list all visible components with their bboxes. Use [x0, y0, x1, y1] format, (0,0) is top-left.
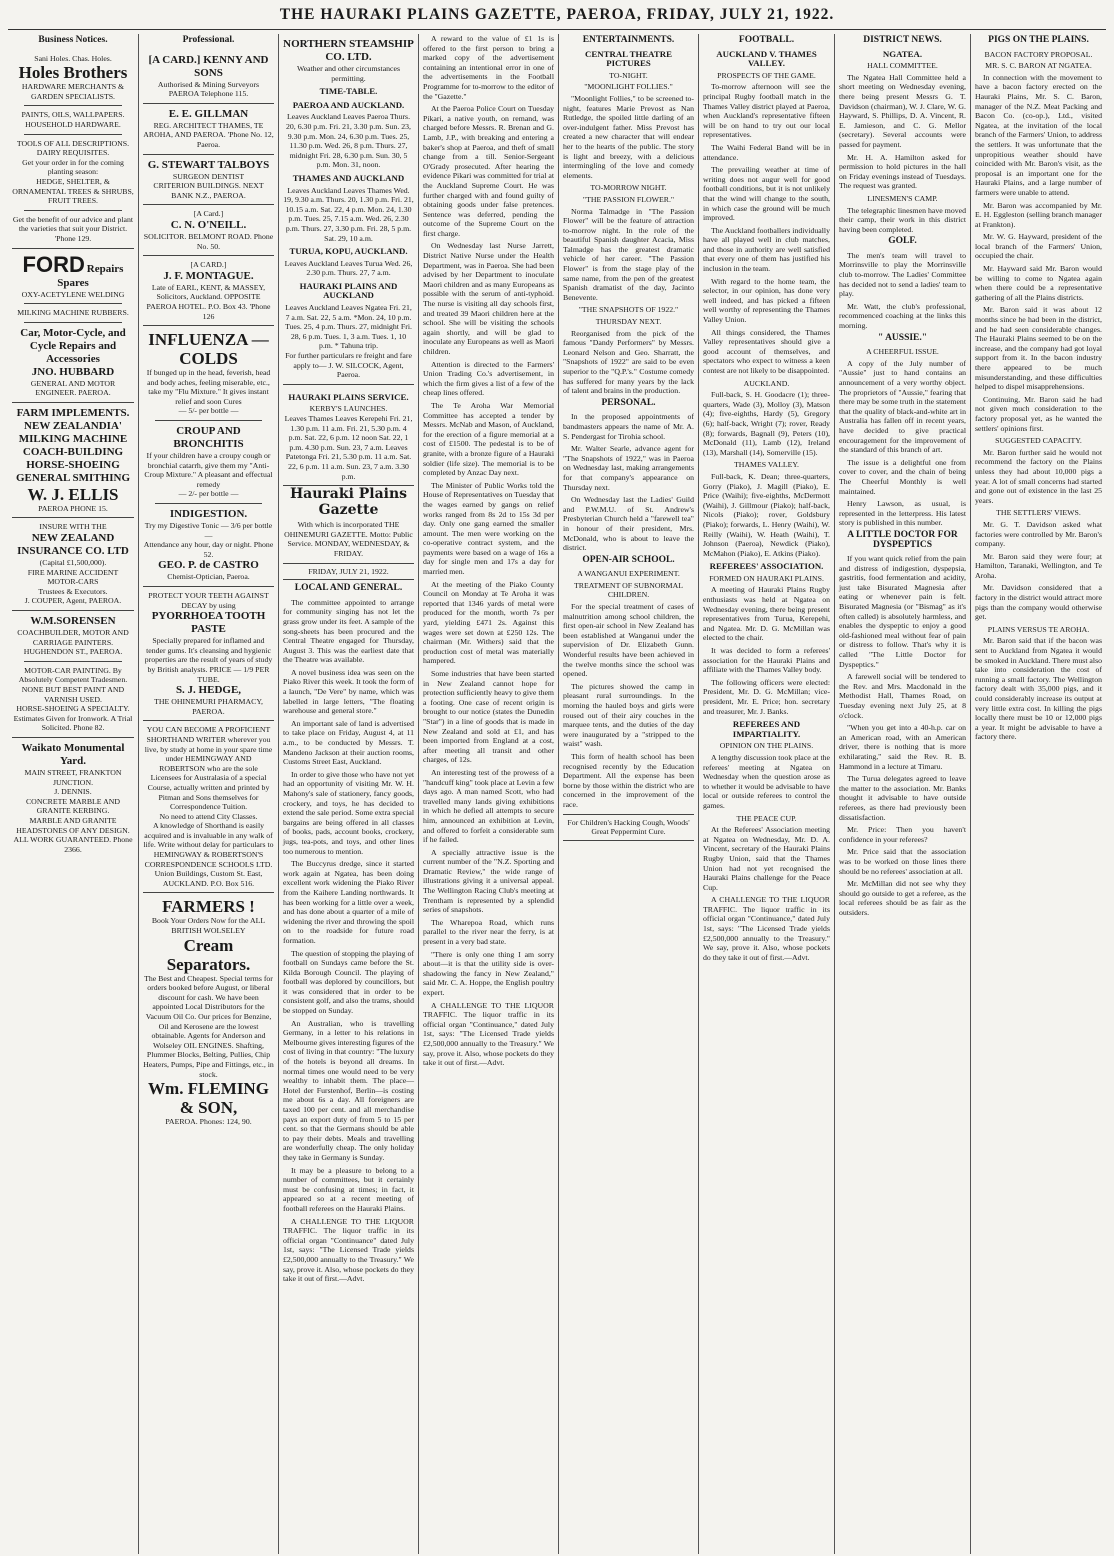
- column-professional: [139, 34, 279, 1554]
- section-heading: FOOTBALL.: [738, 35, 795, 45]
- ad-line: NEW ZEALANDIA' MILKING MACHINE: [18, 419, 128, 445]
- ad-line: COACH-BUILDING HORSE-SHOEING GENERAL SMITHING: [16, 445, 130, 484]
- column-entertainments: [559, 34, 699, 1554]
- ad-line: No need to attend City Classes.: [159, 811, 258, 821]
- paragraph: Continuing, Mr. Baron said he had not given much consideration to the factory proposal yet, as he wanted the settlers' opinions first.: [975, 394, 1102, 433]
- ad-line: THE OHINEMURI PHARMACY, PAEROA.: [154, 697, 263, 716]
- paragraph: An Australian, who is travelling Germany, in a letter to his relations in Melbourne gives interesting figures of the cost of living in that country: "The luxury of the hotels is beyond all dreams. In normal times one would need to be very wealthy to inhabit them. The place—Hotel der Furstenhof, Berlin—is costing me about 6s a day. All foreigners are taxed 100 per cent. and all merchandise pays an export duty of from 5 to 15 per cent. so that the Germans should be able to pay their debts. Meals and travelling are wonderfully cheap. The only holiday they take in Germany is Sunday.: [283, 1018, 414, 1162]
- ad-line: FIRE MARINE ACCIDENT MOTOR-CARS: [27, 567, 119, 587]
- ad-line: If bunged up in the head, feverish, head and body aches, feeling miserable, etc., take my "Flu Mixture." It gives instant relief and soon Cures: [146, 368, 271, 406]
- ad-title: FARMERS !: [162, 897, 255, 917]
- ad-oneill: [143, 205, 274, 256]
- ad-line: Sani Holes. Chas. Holes.: [34, 53, 112, 63]
- paragraph: Full-back, S. H. Goodacre (1); three-quarters, Wade (3), Molloy (3), Matson (4); five-eighths, Hardy (5), Gregory (6); half-back, Wright (7); rover, Ready (8); forwards, Bagnall (9), Peters (10), McDonald (11), Lamb (12), Ireland (13), Marshall (14), Somerville (15).: [703, 390, 830, 457]
- ad-line: — 2/- per bottle —: [178, 489, 239, 499]
- ad-line: S. J. HEDGE,: [175, 684, 242, 697]
- subheading: PLAINS VERSUS TE AROHA.: [987, 624, 1090, 634]
- paragraph: Henry Lawson, as usual, is represented in the letterpress. His latest story is published in this number.: [839, 499, 966, 528]
- ad-line: (Capital £1,500,000).: [39, 558, 107, 568]
- paragraph: In order to give those who have not yet had an opportunity of visiting Mr. W. H. Mahony's sale of stationery, fancy goods, crockery, and toys, he has decided to extend the sale period. Some extra special bargains are being offered in all classes of books, pads, account books, crockery, jugs, tea-pots, and toys, and other lines too numerous to mention.: [283, 769, 414, 856]
- ad-line: J. COUPER, Agent, PAEROA.: [24, 596, 122, 606]
- ad-line: MAIN STREET, FRANKTON JUNCTION.: [24, 767, 122, 787]
- paragraph: If you want quick relief from the pain and distress of indigestion, dyspepsia, gastritis, food fermentation and acidity, just take Bisurated Magnesia after eating or whenever pain is felt. Bisurated Magnesia (or "Bismag" as it's often called) is absolutely harmless, and enables the dyspeptic to enjoy a good old-fashioned meal without fear of pain or distress to follow. That's why it is called "The Little Doctor for Dyspeptics.": [839, 554, 966, 669]
- ad-line: HORSE-SHOEING A SPECIALTY.: [16, 704, 130, 714]
- subheading: THE SETTLERS' VIEWS.: [996, 508, 1081, 518]
- ad-line: If your children have a croupy cough or bronchial catarrh, give them my "Anti-Croup Mixture." A pleasant and effectual remedy: [144, 451, 273, 489]
- ad-line: INSURE WITH THE: [39, 522, 107, 532]
- section-heading: PIGS ON THE PLAINS.: [988, 35, 1089, 45]
- subheading: "MOONLIGHT FOLLIES.": [584, 82, 673, 92]
- ad-line: Weather and other circumstances permitting.: [296, 64, 401, 83]
- paragraph: Mr. Baron further said he would not recommend the factory on the Plains unless they had about 10,000 pigs a year. A lot of small concerns had started and gone out of existence in the last 25 years.: [975, 447, 1102, 505]
- subheading: NGATEA.: [882, 48, 923, 59]
- paragraph: Mr. H. A. Hamilton asked for permission to hold pictures in the hall on Friday evenings instead of Tuesdays. The request was granted.: [839, 152, 966, 191]
- paragraph: The Ngatea Hall Committee held a short meeting on Wednesday evening, there being present Messrs G. T. Davidson (chairman), W. J. Clare, W. G. Hayward, S. Phillips, D. A. Vincent, R. E. Jamieson, and C. G. Mellor (secretary). Several accounts were passed for payment.: [839, 72, 966, 149]
- ad-line: NONE BUT BEST PAINT AND VARNISH USED.: [21, 685, 125, 704]
- paragraph: At the Paeroa Police Court on Tuesday Pikari, a native youth, on remand, was charged before Messrs. R. Brenan and G. Lamb, J.P., with breaking and entering a baker's shop at Paeroa, and theft of small change from a till. Senior-Sergeant O'Grady prosecuted. After hearing the evidence Pikari was committed for trial at the Auckland Supreme Court. He was further charged with and found guilty of obtaining goods under false pretences. Sentence was deferred, pending the outcome of the Supreme Court on the first charge.: [423, 104, 554, 238]
- paragraph: Mr. Price said that the association was to be worked on those lines there should be no referees' association at all.: [839, 847, 966, 876]
- subheading: REFEREES' ASSOCIATION.: [709, 561, 824, 572]
- ad-line: Trustees & Executors.: [38, 586, 108, 596]
- ad-line: The Best and Cheapest. Special terms for orders booked before August, or liberal discount for cash. We have been appointed Local Distributors for the Vacuum Oil Co. Our prices for Benzine, Oil and Kerosene are the lowest obtainable. Agents for Anderson and Wolseley OIL ENGINES. Shafting, Plummer Blocks, Belting, Pullies, Chip Heaters, Pumps, Pipe and Fittings, etc., in stock.: [143, 973, 274, 1079]
- ad-talboys: [143, 155, 274, 206]
- ad-title: C. N. O'NEILL.: [170, 218, 247, 231]
- ad-line: GEO. P. de CASTRO: [158, 559, 259, 572]
- ad-line: MILKING MACHINE RUBBERS.: [17, 308, 129, 318]
- ad-title: G. STEWART TALBOYS: [147, 158, 270, 171]
- subheading: CENTRAL THEATRE PICTURES: [585, 48, 672, 69]
- section-heading: Business Notices.: [38, 35, 108, 45]
- ad-title: FORD: [22, 251, 85, 277]
- subheading: A CHEERFUL ISSUE.: [866, 347, 939, 357]
- paragraph: The committee appointed to arrange for community singing has not let the grass grow under its feet. A sample of the song-sheets has been procured and the Central Theatre engaged for Thursday, August 3. This was the earliest date that the Theatre was available.: [283, 597, 414, 665]
- ad-line: Estimates Given for Ironwork. A Trial Solicited. Phone 82.: [13, 713, 133, 733]
- paragraph: On Wednesday last the Ladies' Guild and P.W.M.U. of St. Andrew's Presbyterian Church held a "farewell tea" in honour of their president, Mrs. McDonald, who is about to leave the district.: [563, 495, 694, 553]
- ad-line: REG. ARCHITECT THAMES, TE AROHA, AND PAEROA. 'Phone No. 12, Paeroa.: [143, 120, 274, 149]
- masthead: THE HAURAKI PLAINS GAZETTE, PAEROA, FRIDAY, JULY 21, 1922.: [8, 6, 1106, 30]
- ad-line: Wm. FLEMING & SON,: [148, 1079, 269, 1118]
- paragraph: Mr. Price: Then you haven't confidence in your referees?: [839, 825, 966, 844]
- paragraph: It may be a pleasure to belong to a number of committees, but it certainly must be confusing at times; in fact, it appeared so at a recent meeting of football referees on the Hauraki Plains.: [283, 1165, 414, 1213]
- paragraph: Some industries that have been started in New Zealand cannot hope for protection sufficiently heavy to give them a footing. One case of recent origin is brought to our notice (states the Dunedin "Star") in a line of goods that is made in New Zealand and sold at £1, and has been imported from England at a cost, after meeting all transit and other charges, of 12s.: [423, 669, 554, 765]
- section-heading: A LITTLE DOCTOR FOR DYSPEPTICS: [847, 529, 958, 550]
- ad-line: Attendance any hour, day or night. Phone 52.: [143, 540, 274, 559]
- paragraph: A lengthy discussion took place at the referees' meeting at Ngatea on Wednesday when the question arose as to whether it would be advisable to have local or outside referees to control the games.: [703, 752, 830, 810]
- subheading: OPINION ON THE PLAINS.: [719, 741, 814, 751]
- paragraph: Mr. Walter Searle, advance agent for "The Snapshots of 1922," was in Paeroa on Wednesday last, making arrangements for that company's appearance on Thursday next.: [563, 444, 694, 492]
- subheading: PROSPECTS OF THE GAME.: [717, 70, 816, 80]
- ad-line: SURGEON DENTIST: [172, 171, 245, 181]
- paragraph: For the special treatment of cases of malnutrition among school children, the first open-air school in New Zealand has been established at Wanganui under the supervision of Dr. Elizabeth Gunn. Wonderful results have been achieved in the twelve months since the school was opened.: [563, 602, 694, 679]
- paragraph: The issue is a delightful one from cover to cover, and the chain of being The Cheerful Monthly is well maintained.: [839, 457, 966, 496]
- paragraph: The Minister of Public Works told the House of Representatives on Tuesday that the wages earned by gangs on relief works ranged from 8s 2d to 15s 3d per day. Only one gang earned the smaller amount. The men were working on the co-operative contract system, and the payments were based on a wage of 16s a day for single men and 17s a day for married men.: [423, 480, 555, 577]
- paragraph: An interesting test of the prowess of a "handcuff king" took place at Levin a few days ago. A man named Scott, who had travelled many lands giving exhibitions in which he defied all attempts to secure him, announced an exhibition at Levin, and offered to forfeit a considerable sum if he failed.: [423, 767, 554, 845]
- ad-line: For further particulars re freight and fare apply to— J. W. SILCOCK, Agent, Paeroa.: [285, 351, 412, 380]
- section-heading: LOCAL AND GENERAL.: [294, 583, 403, 594]
- ad-title: Holes Brothers: [18, 63, 128, 83]
- ad-line: — 5/- per bottle —: [178, 406, 239, 416]
- ad-title: FARM IMPLEMENTS.: [16, 406, 130, 419]
- ad-line: INDIGESTION.: [169, 508, 248, 521]
- ad-title: HAURAKI PLAINS SERVICE.: [288, 391, 409, 402]
- ad-line: TOOLS OF ALL DESCRIPTIONS. DAIRY REQUISITES.: [16, 138, 130, 158]
- paragraph: A novel business idea was seen on the Piako River this week. It took the form of a launch, "De Vere" by name, which was labelled in large letters, "The floating warehouse and general store.": [283, 667, 414, 716]
- paragraph: Mr. Watt, the club's professional, recommenced coaching at the links this morning.: [839, 301, 966, 331]
- paragraph: Mr. Hayward said Mr. Baron would be willing to come to Ngatea again when there could be a representative gathering of all the Plains districts.: [975, 264, 1102, 302]
- ad-line: PAEROA. Phones: 124, 90.: [165, 1117, 252, 1127]
- gazette-motto: With which is incorporated THE OHINEMURI GAZETTE. Motto: Public Service. MONDAY, WEDNESDAY, & FRIDAY.: [284, 520, 413, 558]
- paragraph: On Wednesday last Nurse Jarrett, District Native Nurse under the Health Department, was in Paeroa. She had been advised by her Department to inoculate Maori children and as many Europeans as possible with the serum of anti-typhoid. The nurse is visiting all day schools first, and treated 39 Maori children here at the school. She will be visiting the schools again shortly, and will be glad to inoculate any Europeans as well as Maori children.: [423, 241, 554, 356]
- subheading: AUCKLAND V. THAMES VALLEY.: [716, 48, 817, 69]
- subheading: "THE PASSION FLOWER.": [582, 194, 675, 204]
- ad-line: Try my Digestive Tonic — 3/6 per bottle —: [144, 521, 273, 540]
- subheading: FORMED ON HAURAKI PLAINS.: [709, 573, 824, 583]
- ad-line: JNO. HUBBARD: [31, 365, 115, 378]
- ad-title: NEW ZEALAND INSURANCE CO. LTD: [17, 532, 129, 558]
- subheading: A WANGANUI EXPERIMENT.: [577, 569, 680, 579]
- route-times: Leaves Auckland Leaves Paeroa Thurs. 20, 6.30 p.m. Fri. 21, 3.30 p.m. Sun. 23, 9.30 p.m. Mon. 24, 6.30 p.m. Tues. 25, 11.30 p.m. Wed. 26, 8 p.m. Thurs. 27, midnight Fri. 28, 6.30 p.m. Sun. 30, 5 p.m. Mon. 31, noon.: [286, 112, 411, 170]
- route-times: Leaves Thames Leaves Kerepehi Fri. 21, 1.30 p.m. 11 a.m. Fri. 21, 5.30 p.m. 4 p.m. Sat. 22, 6 p.m. 12 noon Sat. 22, 1 p.m. 4.30 p.m. Sun. 23, 7 a.m. Leaves Patetonga Fri. 21, 5.30 p.m. 11 a.m. Sat. 22, 6 p.m. 11 a.m. Sun. 23, 7 a.m. 3.30 p.m.: [284, 414, 413, 481]
- subheading: AUCKLAND.: [743, 378, 790, 388]
- ad-line: A knowledge of Shorthand is easily acquired and is invaluable in any walk of life. Write without delay for particulars to HEMINGWAY & ROBERTSON'S CORRESPONDENCE SCHOOLS LTD. Union Buildings, Custom St. East, AUCKLAND. P.O. Box 516.: [143, 821, 274, 888]
- ad-pyorrhoea: [143, 587, 274, 721]
- route-heading: TURUA, KOPU, AUCKLAND.: [289, 246, 408, 257]
- paragraph: The following officers were elected: President, Mr. D. G. McMillan; vice-president, Mr. E. Price; hon. secretary and treasurer, Mr. J. Banks.: [703, 677, 830, 716]
- route-heading: PAEROA AND AUCKLAND.: [292, 99, 405, 110]
- ad-line: [A Card.]: [193, 209, 224, 219]
- subheading: THAMES VALLEY.: [734, 460, 799, 470]
- paragraph: In the proposed appointments of bandmasters appears the name of Mr. A. S. Pendergast for Tirohia school.: [563, 412, 694, 441]
- paragraph: An important sale of land is advertised to take place on Friday, August 4, at 11 a.m., to be conducted by Messrs. T. Mandeno Jackson at their auction rooms, Customs Street East, Auckland.: [283, 718, 414, 767]
- subheading: SUGGESTED CAPACITY.: [995, 436, 1082, 446]
- ad-line: Specially prepared for inflamed and tender gums. It's cleansing and hygienic properties are the result of years of study by British analysts. PRICE — 1/9 PER TUBE.: [144, 636, 273, 684]
- column-district-news: [835, 34, 971, 1554]
- ad-title: J. F. MONTAGUE.: [163, 269, 254, 282]
- section-heading: ENTERTAINMENTS.: [582, 35, 675, 45]
- ad-holes-brothers: [12, 50, 134, 249]
- paragraph: The Wharepoa Road, which runs parallel to the river near the ferry, is at present in a very bad state.: [423, 917, 554, 947]
- ad-subtitle: Repairs Spares: [57, 262, 124, 289]
- timetable-heading: TIME-TABLE.: [319, 86, 378, 97]
- ad-northern-steamship: [283, 34, 414, 385]
- ad-gillman: [143, 104, 274, 155]
- paragraph: Full-back, K. Dean; three-quarters, Gorry (Piako), J. Magill (Piako), E. Price (Waihi); five-eighths, McDermott (Waihi), J. Gillmour (Piako); half-back, Nicols (Piako); rover, Goldsbury (Piako); forwards, L. Henry (Waihi), W. Reilly (Waihi), W. Heath (Waihi), T. Johnson (Paeroa), Newdick (Piako), McMahon (Piako), E. Atkins (Piako).: [703, 471, 830, 558]
- ad-line: 'Phone 129.: [54, 233, 92, 243]
- ad-ford: [12, 249, 134, 403]
- subheading: TREATMENT OF SUBNORMAL CHILDREN.: [573, 580, 684, 600]
- ad-title: NORTHERN STEAMSHIP CO. LTD.: [283, 38, 414, 63]
- column-business-notices: [8, 34, 139, 1554]
- ad-de-castro: [143, 326, 274, 587]
- subheading: TO-MORROW NIGHT.: [590, 183, 667, 193]
- ad-shorthand: [143, 721, 274, 893]
- paragraph: Attention is directed to the Farmers' Union Trading Co.'s advertisement, in which the firm gives a list of a few of the cheap lines offered.: [423, 359, 554, 398]
- paragraph: The Buccyrus dredge, since it started work again at Ngatea, has been doing excellent work widening the Piako River from the Kaihere Landing northwards. It has been working for a little over a week, and has done about a quarter of a mile of widening the river and throwing the spoil on to the roadside for future road formation.: [283, 859, 414, 945]
- section-heading: DISTRICT NEWS.: [863, 35, 942, 45]
- paragraph: "There is only one thing I am sorry about—it is that the utility side is over-shadowing the fancy in New Zealand," said Mr. C. A. Hoppe, the English poultry expert.: [423, 949, 554, 997]
- ad-line: YOU CAN BECOME A PROFICIENT SHORTHAND WRITER wherever you live, by study at home in your spare time under HEMINGWAY AND ROBERTSON who are the sole Licensees for Australasia of a special Course, actually written and printed by Pitman and Sons themselves for Correspondence Tuition.: [144, 725, 273, 812]
- issue-date: FRIDAY, JULY 21, 1922.: [283, 563, 414, 581]
- columns: [8, 34, 1106, 1554]
- ad-line: MARBLE AND GRANITE HEADSTONES OF ANY DESIGN.: [16, 815, 130, 835]
- route-times: Leaves Auckland Leaves Thames Wed. 19, 9.30 a.m. Thurs. 20, 1.30 p.m. Fri. 21, 10.15 a.m. Sat. 22, 4 p.m. Mon. 24, 1.30 p.m. Tues. 25, 7.15 a.m. Wed. 26, 2.30 p.m. Thurs. 27, 3.30 p.m. Fri. 28, 5 p.m. Sat. 29, 10 a.m.: [283, 185, 414, 243]
- ad-line: W. J. ELLIS: [27, 484, 119, 504]
- section-heading: Professional.: [182, 35, 235, 45]
- paragraph: To-morrow afternoon will see the principal Rugby football match in the Thames Valley district played at Paeroa, when Auckland's representative fifteen will be on hand to try out our local representatives.: [703, 82, 830, 140]
- subheading: HALL COMMITTEE.: [867, 61, 938, 71]
- ad-line: PAINTS, OILS, WALLPAPERS. HOUSEHOLD HARDWARE.: [21, 110, 125, 129]
- ad-line: OXY-ACETYLENE WELDING: [21, 289, 125, 299]
- ad-line: CROUP AND BRONCHITIS: [173, 425, 244, 451]
- ad-farm-implements: [12, 403, 134, 519]
- paragraph: The Turua delegates agreed to leave the matter to the association. Mr. Banks thought it advisable to have outside referees, as there had previously been dissatisfaction.: [839, 774, 966, 822]
- ad-line: Late of EARL, KENT, & MASSEY, Solicitors, Auckland. OPPOSITE PAEROA HOTEL. P.O. Box 43. 'Phone 126: [146, 282, 271, 321]
- paragraph: A CHALLENGE TO THE LIQUOR TRAFFIC. The liquor traffic in its official organ "Continuance," dated July 1st, says: "The Licensed Trade yields £2,500,000 annually to the Treasury." We say, prove it. Also, whose pockets do they take it out of first.—Advt.: [423, 1000, 554, 1068]
- ad-title: INFLUENZA — COLDS: [148, 330, 269, 369]
- paragraph: The men's team will travel to Morrinsville to play the Morrinsville club to-morrow. The Ladies' Committee has decided not to send a ladies' team to play.: [839, 250, 966, 299]
- paragraph: Mr. Baron was accompanied by Mr. E. H. Eggleston (selling branch manager at Frankton).: [975, 200, 1102, 229]
- ad-line: ALL WORK GUARANTEED. Phone 2366.: [13, 835, 133, 854]
- section-heading: PERSONAL.: [601, 397, 656, 408]
- ad-line: Car, Motor-Cycle, and Cycle Repairs and Accessories: [20, 326, 126, 365]
- subheading: THURSDAY NEXT.: [595, 317, 662, 327]
- subheading: BACON FACTORY PROPOSAL.: [984, 49, 1093, 59]
- paragraph: A copy of the July number of "Aussie" just to hand contains an announcement of a very worthy object. The proprietors of "Aussie," fearing that there may be some truth in the statement that the quality of black-and-white art in Australia has fallen off in recent years, have decided to give practical encouragement for the improvement of the standard of this branch of art.: [839, 358, 966, 455]
- paragraph: The Waihi Federal Band will be in attendance.: [703, 142, 830, 162]
- ad-line: SOLICITOR. BELMONT ROAD. Phone No. 50.: [143, 231, 274, 251]
- ad-line: Get your order in for the coming planting season:: [22, 157, 124, 177]
- ad-line: PROTECT YOUR TEETH AGAINST DECAY by using: [148, 591, 269, 610]
- paragraph: Norma Talmadge in "The Passion Flower" will be the feature of attraction to-morrow night. In the role of the beautiful Spanish daughter Acacia, Miss Talmadge has the greatest dramatic vehicle of her career. "The Passion Flower" is from the stage play of the same name, from the pen of the greatest Spanish dramatist of the day, Jacinto Benevente.: [563, 206, 694, 302]
- subheading: MR. S. C. BARON AT NGATEA.: [985, 61, 1092, 71]
- ad-peppermint-cure: For Children's Hacking Cough, Woods' Great Peppermint Cure.: [563, 814, 694, 841]
- paragraph: The Auckland footballers individually have all played well in club matches, and those in authority are well satisfied that every one of them has justified his inclusion in the team.: [703, 225, 830, 274]
- paragraph: A CHALLENGE TO THE LIQUOR TRAFFIC. The liquor traffic in its official organ "Continuance," dated July 1st, says: "The Licensed Trade yields £2,500,000 annually to the Treasury." We say, prove it. Also, whose pockets do they take it out of first.—Advt.: [703, 895, 830, 962]
- paragraph: At the Referees' Association meeting at Ngatea on Wednesday, Mr. D. A. Vincent, secretary of the Hauraki Plains Rugby Union, said that the Thames Union had not yet recognised the Hauraki Plains challenge for the Peace Cup.: [703, 825, 830, 892]
- ad-sorensen: [12, 611, 134, 738]
- paragraph: A specially attractive issue is the current number of the "N.Z. Sporting and Dramatic Review," the wide range of illustrations giving it a universal appeal. The Wellington Racing Club's meeting at Trentham is represented by a splendid series of snapshots.: [423, 847, 554, 915]
- paragraph: The prevailing weather at time of writing does not augur well for good football conditions, but it is not unlikely that the wind will change to the south, in which case the ground will be much improved.: [703, 165, 830, 223]
- ad-line: Authorised & Mining Surveyors PAEROA Telephone 115.: [157, 79, 260, 99]
- route-times: Leaves Auckland Leaves Turua Wed. 26, 2.30 p.m. Thurs. 27, 7 a.m.: [284, 258, 413, 278]
- paragraph: A reward to the value of £1 1s is offered to the first person to bring a marked copy of the advertisement containing an intentional error in one of the advertisements in the Football Programme for to-morrow to the editor of the "Gazette.": [423, 34, 554, 101]
- ad-title: [A CARD.] KENNY AND SONS: [148, 53, 269, 79]
- gazette-title: Hauraki Plains Gazette: [289, 486, 408, 519]
- paragraph: The pictures showed the camp in pleasant rural surroundings. In the morning the hauled boys and girls were roused out of their airy couches in the marquee tents, and the duties of the day were inaugurated by a "stripped to the waist" wash.: [563, 681, 694, 749]
- column-football: [699, 34, 835, 1554]
- paragraph: Mr. McMillan did not see why they should go outside to get a referee, as the local referees should be as fair as the outsiders.: [839, 879, 966, 917]
- ad-line: CRITERION BUILDINGS. NEXT BANK N.Z., PAEROA.: [153, 181, 264, 200]
- paragraph: The telegraphic linesmen have moved their camp, their work in this district having been completed.: [839, 205, 966, 234]
- subheading: THE PEACE CUP.: [736, 813, 797, 823]
- column-shipping-local: [279, 34, 419, 1554]
- paragraph: "Moonlight Follies," to be screened to-night, features Marie Prevost as Nan Rutledge, the spoiled little darling of an over-indulgent father. Miss Prevost has created a new character that will endear her to the hearts of the public. The story is light and breezy, with a delicious intermingling of the love and comedy elements.: [563, 93, 694, 180]
- ad-kerby-launches: [283, 385, 414, 486]
- ad-line: HEDGE, SHELTER, & ORNAMENTAL TREES & SHRUBS, FRUIT TREES.: [12, 176, 134, 206]
- paragraph: A farewell social will be tendered to the Rev. and Mrs. Macdonald in the Methodist Hall, Thames Road, on Tuesday evening next July 25, at 8 o'clock.: [839, 672, 966, 720]
- paragraph: With regard to the home team, the selector, in our opinion, has done very well indeed, and has picked a fifteen well worthy of representing the Thames Valley Union.: [703, 276, 830, 325]
- route-heading: THAMES AND AUCKLAND: [292, 172, 405, 183]
- ad-kenny-sons: [143, 50, 274, 104]
- paragraph: At the meeting of the Piako County Council on Monday at Te Aroha it was reported that 1346 yards of metal were produced for the month, worth 7s per yard, yielding £471 2s. Against this wages were set down at £250 12s. The chairman (Mr. Withers) said that the production cost of metal was materially hampered.: [423, 579, 554, 666]
- ad-line: Cream Separators.: [166, 935, 251, 974]
- ad-line: Book Your Orders Now for the ALL BRITISH WOLSELEY: [151, 916, 266, 936]
- ad-title: PYORRHOEA TOOTH PASTE: [151, 610, 266, 636]
- subheading: TO-NIGHT.: [609, 70, 648, 80]
- paragraph: The question of stopping the playing of football on Sundays came before the St. Kilda Borough Council. The playing of football was deplored by councillors, but it was considered that in order to be consistent golf, and also the trams, should be stopped on Sunday.: [283, 948, 414, 1016]
- ad-title: Waikato Monumental Yard.: [21, 741, 125, 767]
- paragraph: All things considered, the Thames Valley representatives should give a good account of themselves, and spectators who expect to witness a keen contest are not likely to be disappointed.: [703, 327, 830, 375]
- section-heading: OPEN-AIR SCHOOL.: [582, 554, 675, 565]
- paragraph: A meeting of Hauraki Plains Rugby enthusiasts was held at Ngatea on Wednesday evening, there being present representatives from Turua, Kerepehi, and Ngatea. Mr. D. G. McMillan was elected to the chair.: [703, 585, 830, 643]
- paragraph: Mr. W. G. Hayward, president of the local branch of the Farmers' Union, occupied the chair.: [975, 232, 1102, 261]
- ad-montague: [143, 256, 274, 326]
- ad-line: PAEROA PHONE 15.: [38, 503, 108, 513]
- paragraph: A CHALLENGE TO THE LIQUOR TRAFFIC. The liquor traffic in its official organ "Continuance" dated July 1st, says: "The Licensed Trade yields £2,500,000 annually to the Treasury." We say, prove it. Also, whose pockets do they take it out of first.—Advt.: [283, 1216, 414, 1284]
- paragraph: This form of health school has been recognised recently by the Education Department. All the expense has been borne by those within the district who are concerned in the improvement of the race.: [563, 751, 694, 809]
- paragraph: Mr. Baron said they were four; at Hamilton, Taranaki, Wellington, and Te Aroha.: [975, 551, 1102, 580]
- subheading: LINESMEN'S CAMP.: [867, 193, 938, 203]
- paragraph: Mr. Baron said it was about 12 months since he had been in the district, and he had seen considerable changes. The Hauraki Plains seemed to be on the increase, and the company had got loyal support from it. In the bacon industry there appeared to be much misunderstanding, and these difficulties helped to dispel misapprehensions.: [975, 305, 1102, 392]
- route-times: Leaves Auckland Leaves Ngatea Fri. 21, 7 a.m. Sat. 22, 5 a.m. *Mon. 24, 10 p.m. Tues. 25, 4 p.m. Thurs. 27, midnight Fri. 28, 6 p.m. Tues. 1, 3 a.m. Tues. 1, 10 p.m. * Tahuna trip.: [285, 303, 412, 351]
- ad-fleming: [143, 893, 274, 1130]
- paragraph: It was decided to form a referees' association for the Hauraki Plains and affiliate with the Thames Valley body.: [703, 646, 830, 675]
- paragraph: In connection with the movement to have a bacon factory erected on the Hauraki Plains, Mr. S. C. Baron, manager of the N.Z. Meat Packing and Bacon Co. (co-op.), Ltd., visited Ngatea, at the invitation of the local branch of the Farmers' Union, to address the settlers. It was unfortunate that the unpropitious weather should have coincided with Mr. Baron's visit, as the proposal is an important one for the Hauraki Plains, and a large number of farmers were unable to attend.: [975, 72, 1102, 197]
- subheading: REFEREES AND IMPARTIALITY.: [732, 719, 801, 739]
- section-heading: " AUSSIE.": [877, 332, 928, 343]
- paragraph: Mr. Davidson considered that a factory in the district would attract more pigs than the company would otherwise get.: [975, 583, 1102, 622]
- route-heading: HAURAKI PLAINS AND AUCKLAND: [299, 280, 398, 301]
- ad-line: Chemist-Optician, Paeroa.: [167, 572, 250, 582]
- ad-line: MOTOR-CAR PAINTING. By Absolutely Competent Tradesmen.: [18, 665, 128, 685]
- ad-nz-insurance: [12, 518, 134, 611]
- paragraph: Reorganised from the pick of the famous "Dandy Performers" by Messrs. Leonard Nelson and Geo. Sharratt, the "Snapshots of 1922" are said to be even superior to the "Q.P.'s." Costume comedy has suffered for many years by the lack of talent and brains in the production.: [563, 328, 694, 396]
- column-local-continued: [419, 34, 559, 1554]
- subheading: "THE SNAPSHOTS OF 1922.": [578, 305, 679, 315]
- ad-line: CONCRETE MARBLE AND GRANITE KERBING.: [25, 796, 120, 816]
- paragraph: "When you get into a 40-h.p. car on an American road, with an American driver, there is nothing that is more exhilarating," said the Rev. R. B. Hammond in a lecture at Timaru.: [839, 723, 966, 771]
- ad-title: W.M.SORENSEN: [30, 615, 116, 628]
- paragraph: Mr. G. T. Davidson asked what factories were controlled by Mr. Baron's company.: [975, 519, 1102, 549]
- ad-line: COACHBUILDER, MOTOR AND CARRIAGE PAINTERS. HUGHENDON ST., PAEROA.: [17, 628, 129, 657]
- ad-line: HARDWARE MERCHANTS & GARDEN SPECIALISTS.: [21, 82, 125, 101]
- ad-line: GENERAL AND MOTOR ENGINEER. PAEROA.: [30, 378, 116, 398]
- ad-line: J. DENNIS.: [54, 787, 92, 797]
- ad-line: KERBY'S LAUNCHES.: [309, 404, 388, 414]
- paragraph: Mr. Baron said that if the bacon was sent to Auckland from Ngatea it would be smoked in Auckland. There must also take into consideration the cost of running a small factory. The Wellington factory dealt with 35,000 pigs, and it could considerably increase its output at very little extra cost. In killing the pigs locally there must be 10 or 12,000 pigs a year. It might be advisable to have a factory there.: [975, 636, 1102, 742]
- column-pigs-on-plains: [971, 34, 1106, 1554]
- ad-line: [A CARD.]: [190, 260, 227, 270]
- ad-waikato-monumental: [12, 738, 134, 858]
- paragraph: The Te Aroha War Memorial Committee has accepted a tender by Messrs. McNab and Mason, of Auckland, for the erection of a figure memorial at a cost of £1500. The pedestal is to be of granite, with a bronze figure of a Hauraki soldier (life size). The memorial is to be completed by Anzac Day next.: [423, 400, 554, 478]
- ad-line: Get the benefit of our advice and plant the varieties that suit your District.: [12, 214, 134, 234]
- section-heading: GOLF.: [888, 236, 917, 247]
- ad-title: E. E. GILLMAN: [168, 107, 249, 120]
